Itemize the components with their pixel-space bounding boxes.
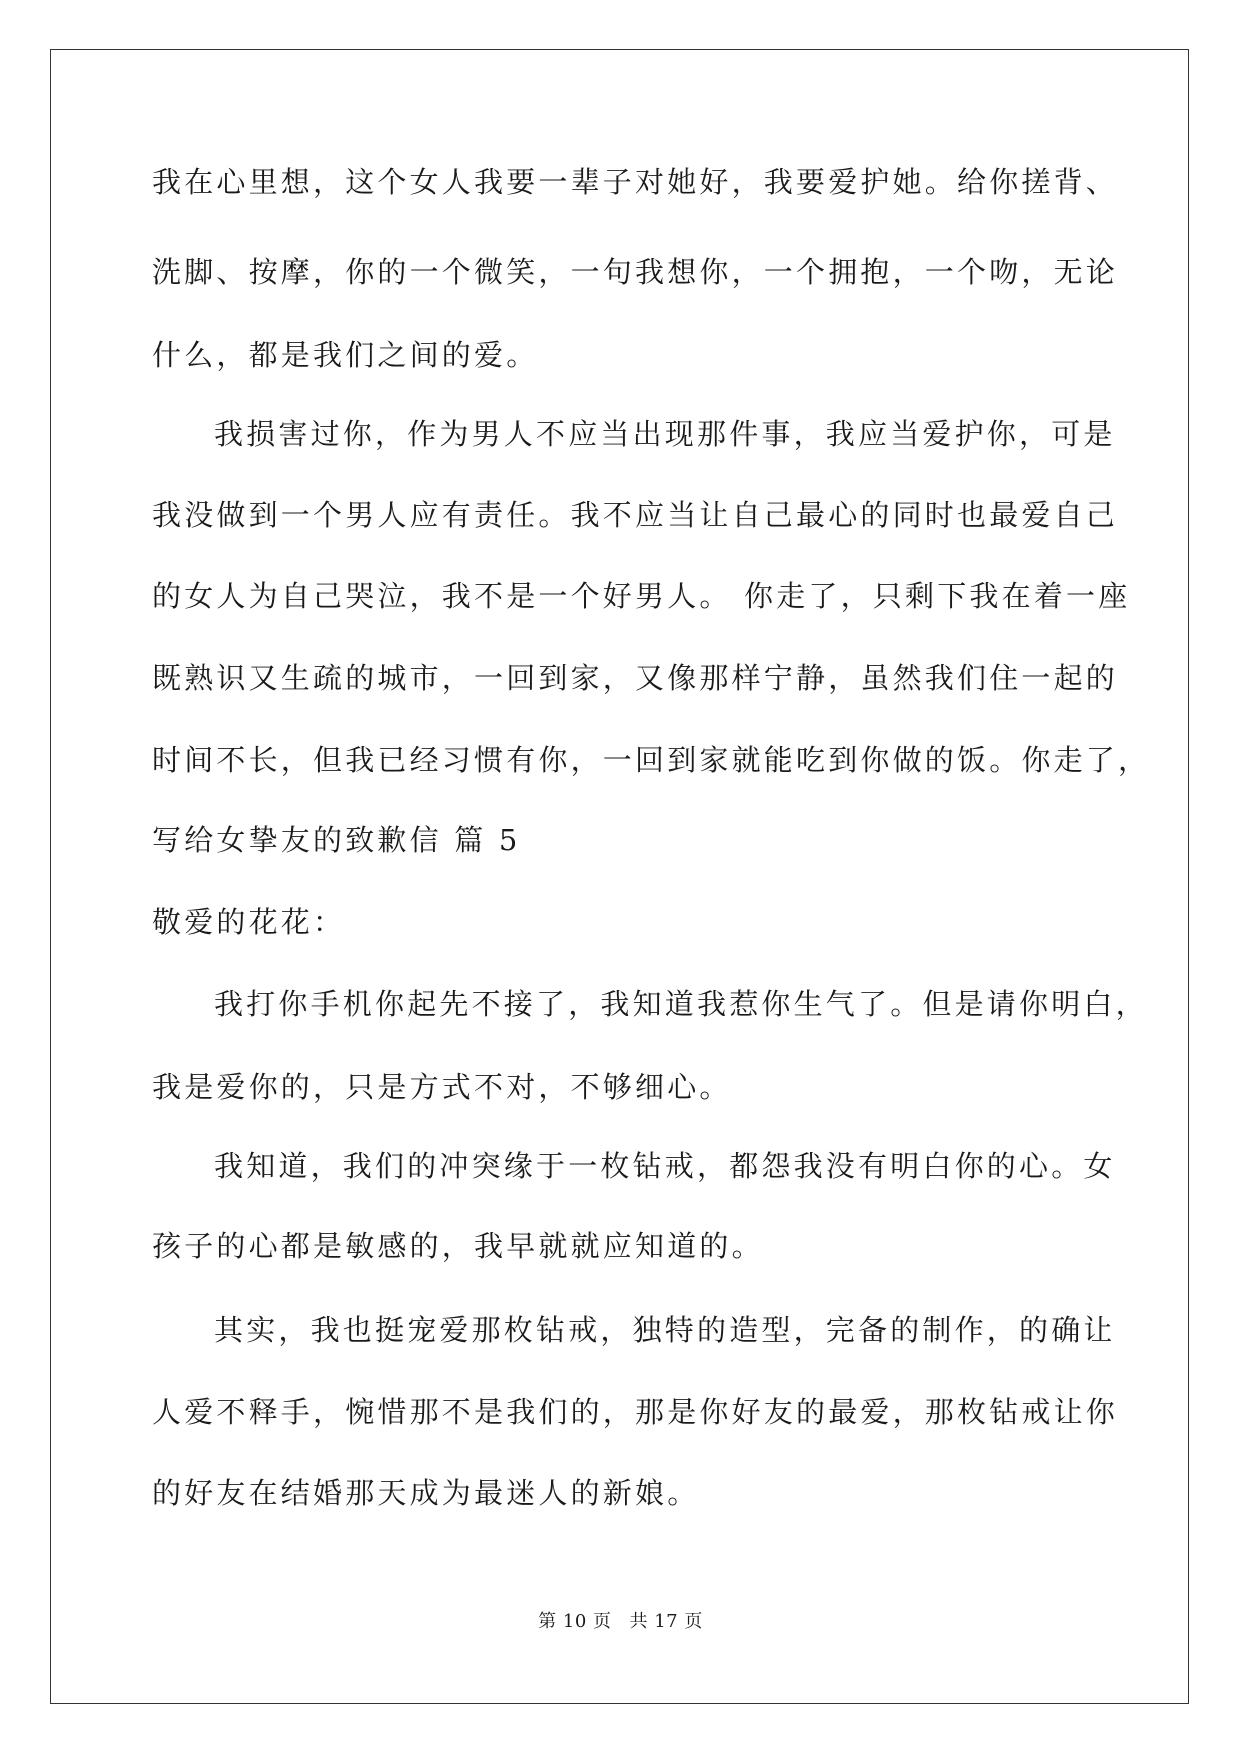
paragraph-line: 我没做到一个男人应有责任。我不应当让自己最心的同时也最爱自己 [152, 498, 1119, 532]
page-number: 第 10 页 [538, 1611, 612, 1632]
paragraph-line: 孩子的心都是敏感的，我早就就应知道的。 [152, 1229, 764, 1263]
paragraph-line: 其实，我也挺宠爱那枚钻戒，独特的造型，完备的制作，的确让 [214, 1313, 1116, 1347]
page-footer [0, 1610, 1241, 1634]
paragraph-line: 什么，都是我们之间的爱。 [152, 338, 539, 372]
page-total: 共 17 页 [629, 1611, 703, 1632]
paragraph-line: 我在心里想，这个女人我要一辈子对她好，我要爱护她。给你搓背、 [152, 165, 1119, 199]
paragraph-line: 我是爱你的，只是方式不对，不够细心。 [152, 1070, 732, 1104]
section-heading: 写给女挚友的致歉信 篇 5 [152, 823, 521, 857]
paragraph-line: 我打你手机你起先不接了，我知道我惹你生气了。但是请你明白， [214, 987, 1148, 1021]
paragraph-line: 我损害过你，作为男人不应当出现那件事，我应当爱护你，可是 [214, 417, 1116, 451]
paragraph-line: 的好友在结婚那天成为最迷人的新娘。 [152, 1476, 700, 1510]
paragraph-line: 我知道，我们的冲突缘于一枚钻戒，都怨我没有明白你的心。女 [214, 1149, 1116, 1183]
paragraph-line: 洗脚、按摩，你的一个微笑，一句我想你，一个拥抱，一个吻，无论 [152, 255, 1119, 289]
paragraph-line: 时间不长，但我已经习惯有你，一回到家就能吃到你做的饭。你走了， [152, 743, 1151, 777]
salutation: 敬爱的花花： [152, 905, 346, 939]
paragraph-line: 的女人为自己哭泣，我不是一个好男人。 你走了，只剩下我在着一座 [152, 579, 1131, 613]
paragraph-line: 人爱不释手，惋惜那不是我们的，那是你好友的最爱，那枚钻戒让你 [152, 1395, 1119, 1429]
page-border [50, 49, 1189, 1704]
paragraph-line: 既熟识又生疏的城市，一回到家，又像那样宁静，虽然我们住一起的 [152, 661, 1119, 695]
